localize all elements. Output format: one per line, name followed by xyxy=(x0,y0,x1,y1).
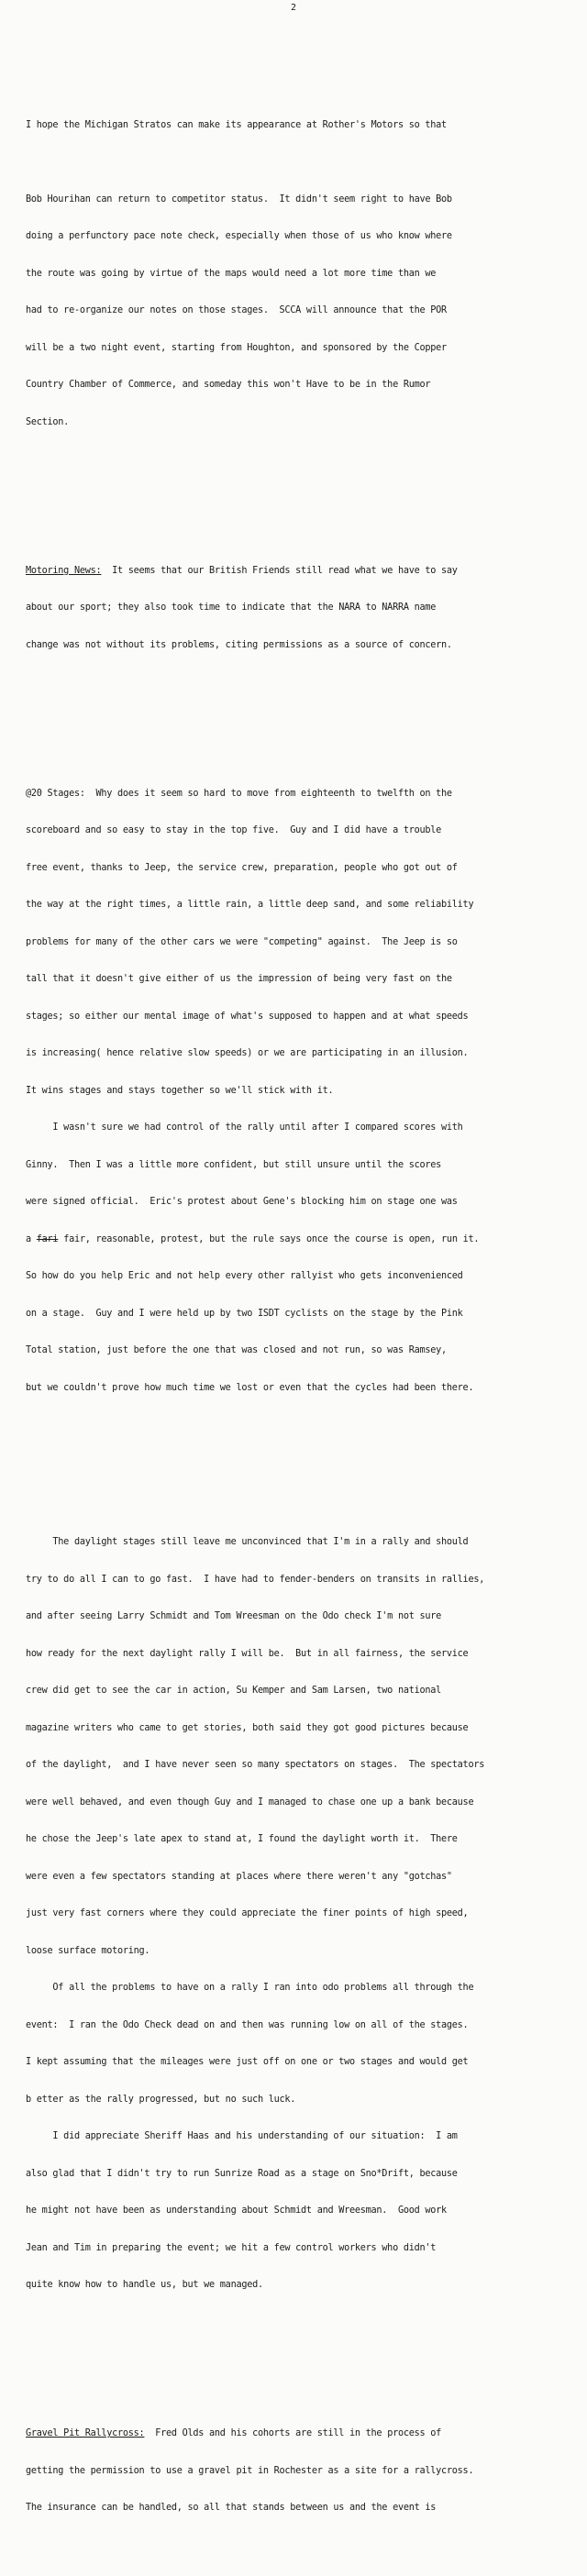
text-line: Motoring News: It seems that our British Friends still read what we have to say xyxy=(26,565,458,576)
text-line: he might not have been as understanding about Schmidt and Wreesman. Good work xyxy=(26,2206,447,2216)
text-line: change was not without its problems, citing permissions as a source of concern. xyxy=(26,639,452,650)
text-line: b etter as the rally progressed, but no such luck. xyxy=(26,2094,296,2105)
text-line: try to do all I can to go fast. I have had to fender-benders on transits in rallies, xyxy=(26,1574,485,1585)
paragraph-motoring-news xyxy=(26,540,576,677)
text-line: doing a perfunctory pace note check, especially when those of us who know where xyxy=(26,231,452,241)
text-line: and after seeing Larry Schmidt and Tom Wreesman on the Odo check I'm not sure xyxy=(26,1611,442,1621)
text-line: the way at the right times, a little rain, a little deep sand, and some reliability xyxy=(26,900,474,910)
section-heading: Gravel Pit Rallycross: xyxy=(26,2428,145,2438)
page-number: 2 xyxy=(290,3,297,13)
text-line: about our sport; they also took time to indicate that the NARA to NARRA name xyxy=(26,603,437,613)
text-line: is increasing( hence relative slow speeds) or we are participating in an illusion. xyxy=(26,1048,469,1058)
text-line: but we couldn't prove how much time we lost or even that the cycles had been there. xyxy=(26,1382,474,1393)
text-line: were even a few spectators standing at places where there weren't any "gotchas" xyxy=(26,1871,452,1882)
text-line: loose surface motoring. xyxy=(26,1945,150,1956)
text-line: on a stage. Guy and I were held up by two ISDT cyclists on the stage by the Pink xyxy=(26,1308,463,1319)
text-line: I kept assuming that the mileages were just off on one or two stages and would get xyxy=(26,2057,469,2067)
text-line: The insurance can be handled, so all that stands between us and the event is xyxy=(26,2503,437,2513)
text-line: problems for many of the other cars we were "competing" against. The Jeep is so xyxy=(26,936,458,947)
text-line: how ready for the next daylight rally I will be. But in all fairness, the service xyxy=(26,1648,469,1659)
text-line: quite know how to handle us, but we managed. xyxy=(26,2280,263,2290)
text-line: Ginny. Then I was a little more confident, but still unsure until the scores xyxy=(26,1159,442,1170)
text-line: I hope the Michigan Stratos can make its appearance at Rother's Motors so that xyxy=(26,119,447,130)
text-line: I wasn't sure we had control of the rally until after I compared scores with xyxy=(26,1122,463,1133)
text-line: Jean and Tim in preparing the event; we hit a few control workers who didn't xyxy=(26,2242,437,2253)
text-line: Section. xyxy=(26,416,70,427)
text-line: he chose the Jeep's late apex to stand at, I found the daylight worth it. There xyxy=(26,1834,458,1844)
text-line: of the daylight, and I have never seen so many spectators on stages. The spectators xyxy=(26,1760,485,1770)
text-line: Total station, just before the one that was closed and not run, so was Ramsey, xyxy=(26,1345,447,1355)
text-line: The daylight stages still leave me unconvinced that I'm in a rally and should xyxy=(26,1537,469,1547)
text-line: tall that it doesn't give either of us the impression of being very fast on the xyxy=(26,974,452,984)
text-line: free event, thanks to Jeep, the service crew, preparation, people who got out of xyxy=(26,862,458,873)
text-line: stages; so either our mental image of what's supposed to happen and at what speeds xyxy=(26,1011,469,1022)
struck-word: fari xyxy=(36,1233,59,1244)
paragraph-daylight-stages xyxy=(26,1511,576,2316)
paragraph-pace-notes xyxy=(26,94,576,454)
section-heading: Motoring News: xyxy=(26,565,102,576)
text-line: event: I ran the Odo Check dead on and then was running low on all of the stages. xyxy=(26,2019,469,2030)
text-line: Country Chamber of Commerce, and someday this won't Have to be in the Rumor xyxy=(26,380,431,390)
text-line: Of all the problems to have on a rally I ran into odo problems all through the xyxy=(26,1983,474,1993)
text-line: @20 Stages: Why does it seem so hard to move from eighteenth to twelfth on the xyxy=(26,788,452,799)
text-line: So how do you help Eric and not help every other rallyist who gets inconvenienced xyxy=(26,1271,463,1281)
text-line: Gravel Pit Rallycross: Fred Olds and his cohorts are still in the process of xyxy=(26,2428,442,2438)
text-line: crew did get to see the car in action, Su Kemper and Sam Larsen, two national xyxy=(26,1686,442,1696)
text-line: scoreboard and so easy to stay in the top five. Guy and I did have a trouble xyxy=(26,825,442,835)
text-line: I did appreciate Sheriff Haas and his understanding of our situation: I am xyxy=(26,2131,458,2141)
text-line: magazine writers who came to get stories, both said they got good pictures because xyxy=(26,1722,469,1733)
text-line: just very fast corners where they could appreciate the finer points of high speed, xyxy=(26,1908,469,1918)
letter-body xyxy=(26,57,576,2576)
text-line: will be a two night event, starting from Houghton, and sponsored by the Copper xyxy=(26,342,447,353)
text-line: were signed official. Eric's protest about Gene's blocking him on stage one was xyxy=(26,1197,458,1207)
text-line: a fari fair, reasonable, protest, but the rule says once the course is open, run it. xyxy=(26,1233,480,1244)
text-line: getting the permission to use a gravel pit in Rochester as a site for a rallycross. xyxy=(26,2465,474,2476)
text-line: had to re-organize our notes on those stages. SCCA will announce that the POR xyxy=(26,305,447,315)
text-line: the route was going by virtue of the maps would need a lot more time than we xyxy=(26,268,437,279)
text-line: also glad that I didn't try to run Sunrize Road as a stage on Sno*Drift, because xyxy=(26,2168,458,2179)
paragraph-gravel-pit xyxy=(26,2403,576,2539)
text-line: Bob Hourihan can return to competitor status. It didn't seem right to have Bob xyxy=(26,193,452,205)
text-line: were well behaved, and even though Guy and I managed to chase one up a bank because xyxy=(26,1797,474,1808)
text-line: It wins stages and stays together so we'll stick with it. xyxy=(26,1085,334,1096)
paragraph-stages xyxy=(26,763,576,1420)
